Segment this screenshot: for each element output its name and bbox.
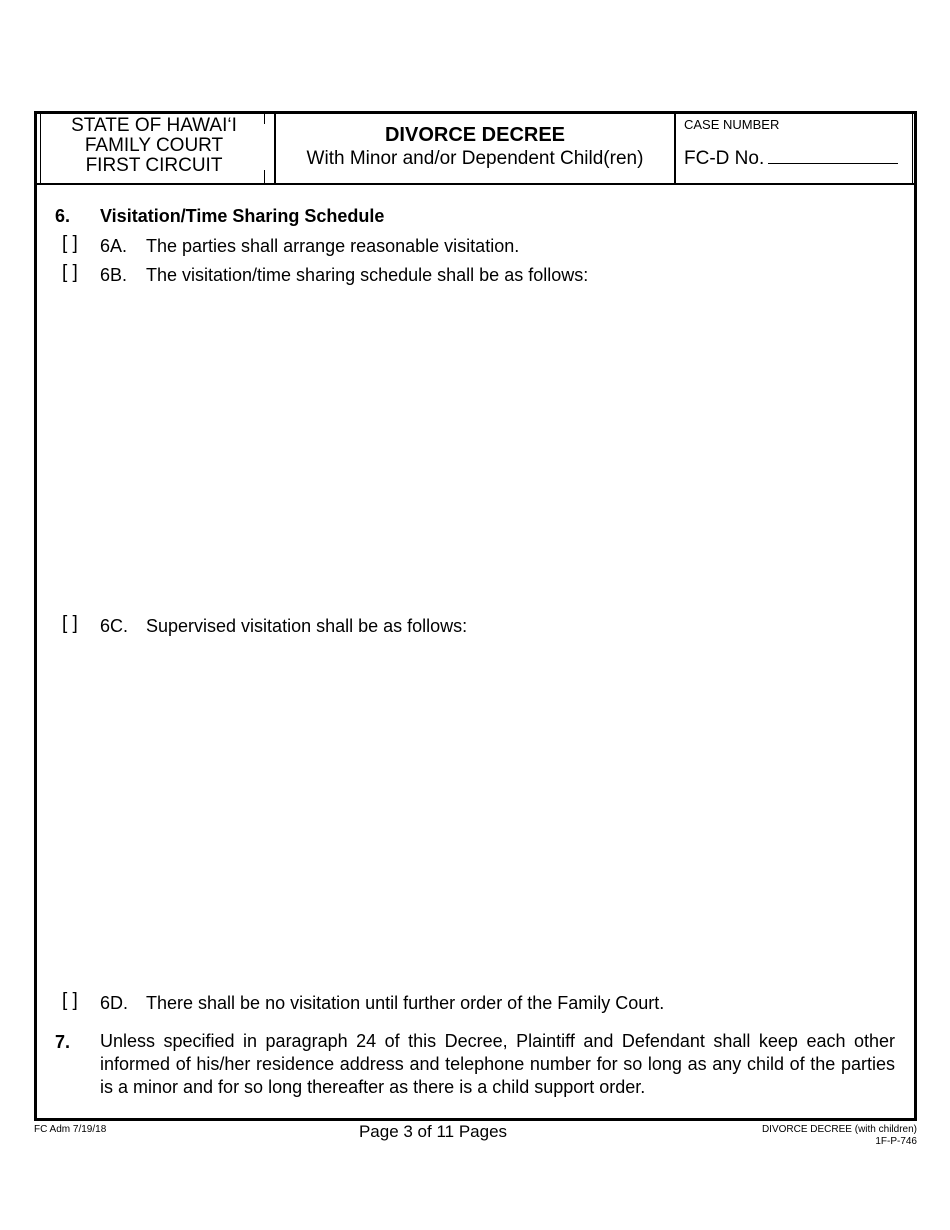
document-subtitle: With Minor and/or Dependent Child(ren) [306,148,644,169]
option-6a-text: The parties shall arrange reasonable visitation. [146,236,520,256]
document-title: DIVORCE DECREE [384,124,566,146]
section-7-number: 7. [55,1032,71,1052]
court-type: FAMILY COURT [84,135,224,156]
section-7-line-3: is a minor and for so long thereafter as there is a child support order. [100,1077,646,1097]
court-state: STATE OF HAWAI‘I [71,115,237,136]
option-6c-text: Supervised visitation shall be as follows: [146,616,468,636]
checkbox-6b[interactable]: [ ] [62,262,78,283]
option-6d-id: 6D. [100,993,129,1013]
court-name-block [34,111,274,183]
section-7-line-2: informed of his/her residence address and telephone number for so long as any child of the parties [100,1054,895,1074]
case-number-prefix: FC-D No. [684,148,765,169]
option-6b-id: 6B. [100,265,128,285]
header-divider-tick [264,170,265,183]
section-6-heading: Visitation/Time Sharing Schedule [100,206,385,226]
option-6b-text: The visitation/time sharing schedule shall be as follows: [146,265,589,285]
case-number-field[interactable] [768,147,898,164]
header-inner-rule-right [912,114,913,183]
form-id-block [762,1124,917,1148]
case-number-row [684,147,898,170]
case-number-block [676,111,917,183]
form-header [34,111,917,185]
case-number-label: CASE NUMBER [684,117,780,132]
header-divider-tick [264,114,265,124]
document-title-block [274,111,676,183]
checkbox-6c[interactable]: [ ] [62,613,78,634]
section-7-line-1: Unless specified in paragraph 24 of this Decree, Plaintiff and Defendant shall keep each other [100,1031,895,1051]
form-revision: FC Adm 7/19/18 [34,1124,107,1135]
checkbox-6a[interactable]: [ ] [62,233,78,254]
section-7-paragraph [100,1030,895,1099]
page-number: Page 3 of 11 Pages [358,1122,508,1141]
header-inner-rule-left [40,114,41,183]
option-6d-text: There shall be no visitation until further order of the Family Court. [146,993,665,1013]
section-6-number: 6. [55,206,71,226]
court-circuit: FIRST CIRCUIT [85,155,223,176]
option-6a-id: 6A. [100,236,128,256]
checkbox-6d[interactable]: [ ] [62,990,78,1011]
form-name: DIVORCE DECREE (with children) [761,1124,917,1135]
form-code: 1F-P-746 [875,1136,917,1147]
option-6c-id: 6C. [100,616,129,636]
